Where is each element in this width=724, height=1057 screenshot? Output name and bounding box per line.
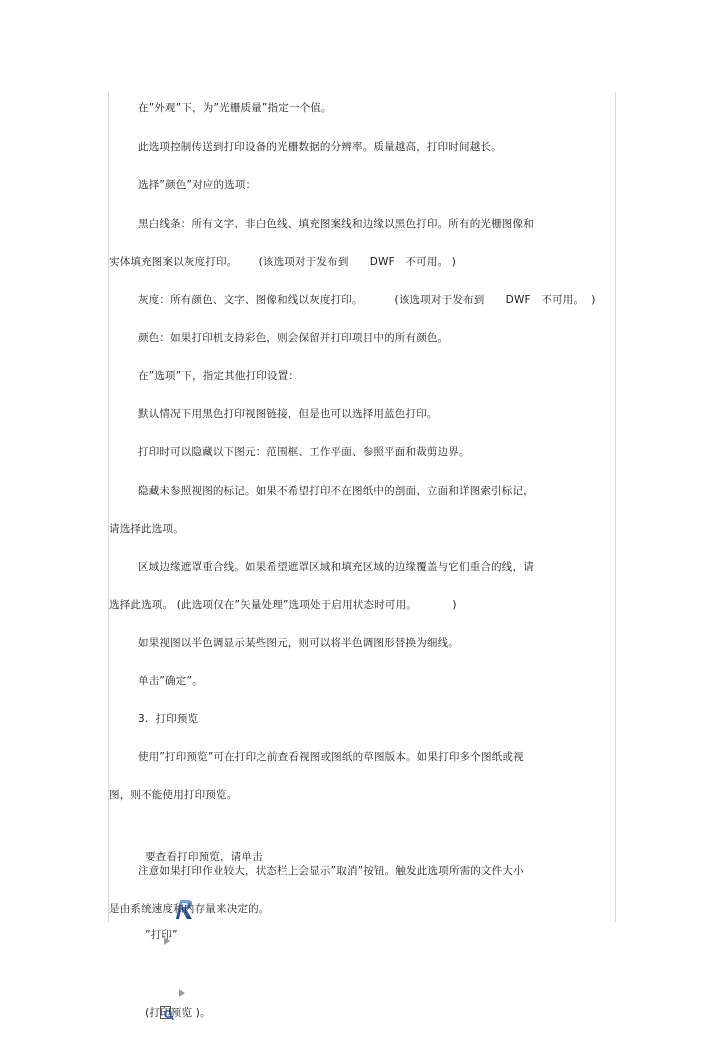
print-menu-label[interactable]: ”打印” xyxy=(145,929,178,941)
text-line: 打印时可以隐藏以下图元：范围框、工作平面、参照平面和裁剪边界。 xyxy=(138,446,470,458)
text-line: 隐藏未参照视图的标记。如果不希望打印不在图纸中的剖面、立面和详图索引标记， xyxy=(138,485,534,497)
text-line: 灰度：所有颜色、文字、图像和线以灰度打印。 (该选项对于发布到 DWF 不可用。 ) xyxy=(138,294,596,306)
text-line: 注意如果打印作业较大，状态栏上会显示”取消”按钮。触发此选项所需的文件大小 xyxy=(138,865,524,877)
text-line: 在”选项”下，指定其他打印设置： xyxy=(138,370,300,382)
text-line: 单击”确定”。 xyxy=(138,675,203,687)
text-line: 颜色：如果打印机支持彩色，则会保留并打印项目中的所有颜色。 xyxy=(138,332,449,344)
text-line: 此选项控制传送到打印设备的光栅数据的分辨率。质量越高，打印时间越长。 xyxy=(138,141,502,153)
chevron-right-icon xyxy=(163,956,173,966)
section-heading: 3. 打印预览 xyxy=(138,713,199,725)
text-line: 是由系统速度和内存量来决定的。 xyxy=(109,903,270,915)
text-line: 请选择此选项。 xyxy=(109,523,184,535)
print-preview-icon[interactable] xyxy=(145,979,161,995)
text-line: 选择”颜色”对应的选项： xyxy=(138,179,257,191)
text-line: 在”外观”下，为”光栅质量”指定一个值。 xyxy=(138,102,332,114)
instruction-text: 要查看打印预览，请单击 xyxy=(145,851,263,863)
text-line: 黑白线条：所有文字、非白色线、填充图案线和边缘以黑色打印。所有的光栅图像和 xyxy=(138,218,534,230)
text-line: 图，则不能使用打印预览。 xyxy=(109,789,238,801)
print-preview-label: (打印预览 )。 xyxy=(145,1007,211,1019)
text-line: 使用”打印预览”可在打印之前查看视图或图纸的草图版本。如果打印多个图纸或视 xyxy=(138,751,524,763)
text-line: 实体填充图案以灰度打印。 (该选项对于发布到 DWF 不可用。 ) xyxy=(109,256,457,268)
text-line: 选择此选项。 (此选项仅在”矢量处理”选项处于启用状态时可用。 ) xyxy=(109,599,457,611)
text-line: 如果视图以半色调显示某些图元，则可以将半色调图形替换为细线。 xyxy=(138,637,459,649)
text-line: 默认情况下用黑色打印视图链接，但是也可以选择用蓝色打印。 xyxy=(138,408,438,420)
text-line: 区域边缘遮罩重合线。如果希望遮罩区域和填充区域的边缘覆盖与它们重合的线，请 xyxy=(138,561,534,573)
